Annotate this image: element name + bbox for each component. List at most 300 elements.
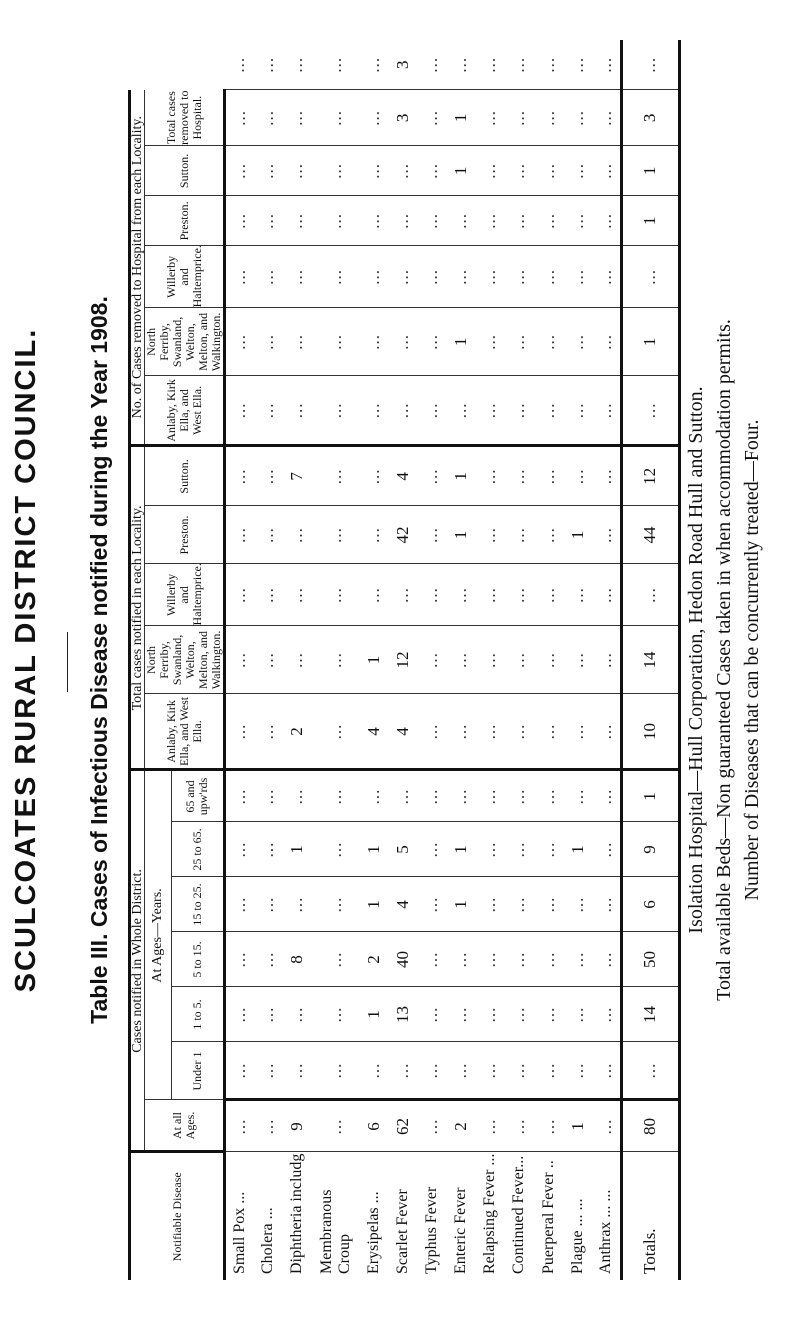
table-cell: ... xyxy=(505,40,534,90)
table-cell: ... xyxy=(476,822,505,877)
col-locality-anlaby: Anlaby, Kirk Ella, and West Ella. xyxy=(145,694,225,770)
page-title: SCULCOATES RURAL DISTRICT COUNCIL. xyxy=(10,327,42,993)
table-cell: ... xyxy=(418,564,447,626)
table-cell: 9 xyxy=(283,1100,312,1152)
table-cell: ... xyxy=(592,626,621,694)
table-row xyxy=(388,40,417,1280)
group-locality: Total cases notified in each Locality. xyxy=(130,446,145,770)
col-removed-willerby: Willerby and Haltemprice. xyxy=(145,246,225,308)
table-cell: ... xyxy=(225,1100,254,1152)
table-cell: ... xyxy=(563,987,592,1042)
table-cell: ... xyxy=(534,822,563,877)
disease-name: Plague ... ... xyxy=(568,1198,586,1274)
table-cell: ... xyxy=(418,1042,447,1100)
col-age-5-to-15: 5 to 15. xyxy=(171,932,224,987)
table-row xyxy=(283,40,312,1280)
table-cell: ... xyxy=(312,246,360,308)
table-cell: ... xyxy=(359,196,388,246)
col-at-all-ages: At all Ages. xyxy=(145,1100,225,1152)
table-cell: ... xyxy=(534,40,563,90)
col-age-65-upwards: 65 and upw'rds xyxy=(171,770,224,822)
table-cell: ... xyxy=(418,506,447,564)
table-cell: ... xyxy=(476,196,505,246)
table-cell: ... xyxy=(476,932,505,987)
table-cell: ... xyxy=(534,987,563,1042)
table-cell: ... xyxy=(359,376,388,446)
table-cell: ... xyxy=(534,877,563,932)
table-cell: ... xyxy=(592,1100,621,1152)
table-cell: ... xyxy=(254,308,283,376)
table-cell: 3 xyxy=(388,40,417,90)
table-cell: ... xyxy=(254,822,283,877)
table-cell: ... xyxy=(534,1042,563,1100)
table-cell: ... xyxy=(476,564,505,626)
totals-cell: 1 xyxy=(621,308,679,376)
table-cell: ... xyxy=(225,146,254,196)
table-cell: ... xyxy=(534,196,563,246)
table-cell: ... xyxy=(388,246,417,308)
table-cell: ... xyxy=(254,770,283,822)
table-cell: ... xyxy=(592,564,621,626)
table-cell: ... xyxy=(388,308,417,376)
table-cell: ... xyxy=(312,987,360,1042)
table-cell: ... xyxy=(418,446,447,506)
table-cell: 1 xyxy=(447,446,476,506)
table-cell: 8 xyxy=(283,932,312,987)
table-cell: ... xyxy=(447,987,476,1042)
table-cell: ... xyxy=(418,40,447,90)
table-cell: ... xyxy=(312,90,360,146)
table-row xyxy=(534,40,563,1280)
table-cell: ... xyxy=(447,694,476,770)
table-cell: ... xyxy=(563,308,592,376)
table-cell: ... xyxy=(534,376,563,446)
note-available-beds: Total available Beds—Non guaranteed Cases taken in when accommodation permits. xyxy=(713,319,735,1001)
table-cell: 13 xyxy=(388,987,417,1042)
table-cell: ... xyxy=(505,196,534,246)
table-cell: ... xyxy=(283,877,312,932)
table-cell: ... xyxy=(312,626,360,694)
table-cell: ... xyxy=(534,694,563,770)
table-cell: ... xyxy=(534,308,563,376)
table-cell: ... xyxy=(476,40,505,90)
table-cell: ... xyxy=(534,932,563,987)
table-cell: ... xyxy=(476,694,505,770)
table-cell: 2 xyxy=(447,1100,476,1152)
table-cell: 40 xyxy=(388,932,417,987)
table-cell: ... xyxy=(254,506,283,564)
table-cell: ... xyxy=(254,626,283,694)
table-cell: ... xyxy=(418,877,447,932)
table-cell: 12 xyxy=(388,626,417,694)
table-cell: ... xyxy=(563,246,592,308)
table-row xyxy=(359,40,388,1280)
table-cell: ... xyxy=(534,506,563,564)
table-cell: ... xyxy=(254,564,283,626)
table-cell: ... xyxy=(563,196,592,246)
table-cell: ... xyxy=(388,196,417,246)
table-cell: ... xyxy=(388,770,417,822)
table-cell: ... xyxy=(283,40,312,90)
totals-cell: 14 xyxy=(621,987,679,1042)
table-cell: ... xyxy=(418,822,447,877)
table-cell: ... xyxy=(476,376,505,446)
disease-name: Erysipelas ... xyxy=(364,1191,382,1274)
table-cell: ... xyxy=(447,932,476,987)
table-cell: 62 xyxy=(388,1100,417,1152)
table-cell: 1 xyxy=(447,146,476,196)
table-cell: ... xyxy=(312,564,360,626)
table-row xyxy=(418,40,447,1280)
table-cell: ... xyxy=(254,146,283,196)
table-cell: ... xyxy=(225,987,254,1042)
table-cell: ... xyxy=(418,146,447,196)
table-cell: ... xyxy=(563,446,592,506)
table-cell: ... xyxy=(505,1100,534,1152)
disease-name: Enteric Fever xyxy=(452,1187,470,1274)
table-cell: ... xyxy=(283,564,312,626)
table-cell: 5 xyxy=(388,822,417,877)
col-locality-north-ferriby: North Ferriby, Swanland, Welton, Melton, and Walkington. xyxy=(145,626,225,694)
table-cell: ... xyxy=(312,694,360,770)
table-cell: ... xyxy=(505,308,534,376)
totals-cell: 3 xyxy=(621,90,679,146)
table-caption: Table III. Cases of Infectious Disease notified during the Year 1908. xyxy=(86,296,112,1024)
table-cell: ... xyxy=(225,564,254,626)
table-cell: ... xyxy=(505,932,534,987)
table-cell: ... xyxy=(447,246,476,308)
table-cell: ... xyxy=(505,626,534,694)
table-cell: ... xyxy=(283,90,312,146)
table-cell: ... xyxy=(283,146,312,196)
table-cell: ... xyxy=(254,196,283,246)
table-cell: ... xyxy=(592,770,621,822)
col-removed-north-ferriby: North Ferriby, Swanland, Welton, Melton, and Walkington. xyxy=(145,308,225,376)
table-cell: ... xyxy=(254,446,283,506)
table-cell: ... xyxy=(563,90,592,146)
table-cell: ... xyxy=(254,1042,283,1100)
table-cell: ... xyxy=(418,932,447,987)
table-cell: ... xyxy=(592,246,621,308)
col-locality-sutton: Sutton. xyxy=(145,446,225,506)
table-cell: ... xyxy=(225,446,254,506)
divider xyxy=(67,632,68,692)
totals-cell: ... xyxy=(621,564,679,626)
table-cell: ... xyxy=(447,1042,476,1100)
group-removed: No. of Cases removed to Hospital from each Locality. xyxy=(130,90,145,446)
col-locality-preston: Preston. xyxy=(145,506,225,564)
table-cell: ... xyxy=(359,90,388,146)
table-cell: ... xyxy=(505,1042,534,1100)
disease-name: Anthrax ... ... xyxy=(596,1189,614,1274)
table-cell: ... xyxy=(505,694,534,770)
table-cell: ... xyxy=(505,564,534,626)
table-cell: ... xyxy=(254,376,283,446)
table-cell: ... xyxy=(534,90,563,146)
table-body xyxy=(225,40,680,1280)
totals-cell: 14 xyxy=(621,626,679,694)
table-cell: ... xyxy=(418,770,447,822)
table-cell: ... xyxy=(254,90,283,146)
table-row xyxy=(254,40,283,1280)
totals-cell: 9 xyxy=(621,822,679,877)
table-cell: ... xyxy=(359,446,388,506)
table-cell: 1 xyxy=(447,877,476,932)
totals-cell: ... xyxy=(621,376,679,446)
table-cell: ... xyxy=(254,1100,283,1152)
table-cell: ... xyxy=(225,932,254,987)
table-cell: ... xyxy=(592,932,621,987)
table-cell: 1 xyxy=(447,506,476,564)
table-cell: ... xyxy=(254,877,283,932)
table-cell: ... xyxy=(225,770,254,822)
table-cell: ... xyxy=(359,506,388,564)
table-cell: ... xyxy=(534,1100,563,1152)
table-cell: ... xyxy=(418,308,447,376)
table-cell: ... xyxy=(563,376,592,446)
table-cell: ... xyxy=(592,308,621,376)
totals-cell: 1 xyxy=(621,770,679,822)
note-isolation-hospital: Isolation Hospital—Hull Corporation, Hedon Road Hull and Sutton. xyxy=(685,386,707,934)
table-row xyxy=(563,40,592,1280)
table-cell: ... xyxy=(592,376,621,446)
table-cell: 1 xyxy=(447,90,476,146)
totals-cell: ... xyxy=(621,40,679,90)
table-cell: ... xyxy=(283,308,312,376)
disease-name: Continued Fever... xyxy=(510,1155,528,1274)
col-removed-anlaby: Anlaby, Kirk Ella, and West Ella. xyxy=(145,376,225,446)
table-cell: ... xyxy=(534,564,563,626)
table-cell: 1 xyxy=(447,308,476,376)
totals-cell: 50 xyxy=(621,932,679,987)
table-cell: ... xyxy=(592,506,621,564)
table-cell: ... xyxy=(563,40,592,90)
table-cell: ... xyxy=(476,446,505,506)
table-cell: ... xyxy=(447,626,476,694)
totals-cell: 80 xyxy=(621,1100,679,1152)
table-cell: 1 xyxy=(359,626,388,694)
table-cell: ... xyxy=(563,694,592,770)
table-cell: ... xyxy=(418,626,447,694)
disease-name: Cholera ... xyxy=(259,1207,277,1274)
totals-cell: 10 xyxy=(621,694,679,770)
table-cell: ... xyxy=(312,196,360,246)
totals-cell: 12 xyxy=(621,446,679,506)
table-cell: 2 xyxy=(283,694,312,770)
table-cell: ... xyxy=(283,770,312,822)
table-cell: ... xyxy=(359,1042,388,1100)
col-removed-preston: Preston. xyxy=(145,196,225,246)
table-cell: ... xyxy=(447,564,476,626)
table-cell: ... xyxy=(476,246,505,308)
table-cell: ... xyxy=(312,932,360,987)
disease-name: Typhus Fever xyxy=(423,1186,441,1274)
table-cell: ... xyxy=(534,626,563,694)
table-cell: ... xyxy=(505,246,534,308)
table-cell: ... xyxy=(563,1042,592,1100)
table-cell: ... xyxy=(505,770,534,822)
table-cell: ... xyxy=(447,196,476,246)
table-cell: ... xyxy=(283,506,312,564)
table-row xyxy=(592,40,621,1280)
table-cell: ... xyxy=(592,877,621,932)
table-cell: ... xyxy=(592,90,621,146)
group-ages: Cases notified in Whole District. xyxy=(130,770,145,1152)
table-cell: ... xyxy=(505,987,534,1042)
disease-name: Small Pox ... xyxy=(230,1191,248,1274)
col-age-25-to-65: 25 to 65. xyxy=(171,822,224,877)
table-cell: ... xyxy=(254,932,283,987)
table-cell: 1 xyxy=(359,877,388,932)
table-cell: ... xyxy=(447,376,476,446)
table-row xyxy=(447,40,476,1280)
table-cell: ... xyxy=(225,246,254,308)
table-cell: ... xyxy=(476,90,505,146)
col-age-1-to-5: 1 to 5. xyxy=(171,987,224,1042)
table-row xyxy=(312,40,360,1280)
table-cell: ... xyxy=(505,446,534,506)
table-cell: ... xyxy=(388,564,417,626)
table-cell: 4 xyxy=(388,694,417,770)
table-cell: ... xyxy=(505,877,534,932)
table-cell: ... xyxy=(592,1042,621,1100)
table-cell: ... xyxy=(359,146,388,196)
totals-cell: 6 xyxy=(621,877,679,932)
table-cell: 4 xyxy=(359,694,388,770)
table-cell: 3 xyxy=(388,90,417,146)
table-cell: ... xyxy=(225,1042,254,1100)
table-cell: 1 xyxy=(283,822,312,877)
disease-table xyxy=(128,40,681,1280)
table-cell: ... xyxy=(225,626,254,694)
table-cell: ... xyxy=(312,822,360,877)
table-cell: ... xyxy=(447,770,476,822)
totals-cell: 1 xyxy=(621,196,679,246)
table-cell: ... xyxy=(225,877,254,932)
table-cell: ... xyxy=(534,146,563,196)
table-cell: 4 xyxy=(388,877,417,932)
table-cell: ... xyxy=(388,376,417,446)
table-cell: ... xyxy=(592,446,621,506)
totals-row xyxy=(621,40,679,1280)
table-cell: ... xyxy=(476,770,505,822)
disease-name: Scarlet Fever xyxy=(394,1189,412,1274)
disease-name: Diphtheria includg xyxy=(288,1153,306,1274)
table-cell: ... xyxy=(359,308,388,376)
disease-name: Membranous Croup xyxy=(317,1189,353,1274)
table-cell: ... xyxy=(534,770,563,822)
table-cell: ... xyxy=(283,626,312,694)
table-cell: ... xyxy=(563,770,592,822)
table-cell: 7 xyxy=(283,446,312,506)
table-cell: 1 xyxy=(359,822,388,877)
table-cell: ... xyxy=(283,246,312,308)
table-cell: ... xyxy=(418,90,447,146)
table-row xyxy=(505,40,534,1280)
table-cell: ... xyxy=(254,40,283,90)
table-cell: ... xyxy=(476,1100,505,1152)
table-cell: ... xyxy=(476,987,505,1042)
table-cell: ... xyxy=(225,308,254,376)
table-cell: ... xyxy=(418,694,447,770)
table-cell: ... xyxy=(534,246,563,308)
totals-cell: ... xyxy=(621,1042,679,1100)
table-cell: ... xyxy=(447,40,476,90)
table-cell: ... xyxy=(592,146,621,196)
table-cell: ... xyxy=(505,146,534,196)
header-row-1 xyxy=(130,40,145,1280)
table-cell: ... xyxy=(563,564,592,626)
col-disease: Notifiable Disease xyxy=(130,1152,225,1280)
table-cell: ... xyxy=(418,376,447,446)
table-cell: ... xyxy=(505,822,534,877)
table-cell: ... xyxy=(283,987,312,1042)
table-cell: 1 xyxy=(447,822,476,877)
table-cell: ... xyxy=(563,146,592,196)
table-cell: ... xyxy=(563,932,592,987)
table-cell: ... xyxy=(312,308,360,376)
table-cell: ... xyxy=(359,564,388,626)
table-cell: ... xyxy=(418,987,447,1042)
table-cell: ... xyxy=(312,506,360,564)
table-cell: ... xyxy=(225,40,254,90)
col-removed-sutton: Sutton. xyxy=(145,146,225,196)
col-age-15-to-25: 15 to 25. xyxy=(171,877,224,932)
table-cell: ... xyxy=(388,1042,417,1100)
table-cell: ... xyxy=(225,506,254,564)
table-cell: ... xyxy=(225,90,254,146)
col-age-under-1: Under 1 xyxy=(171,1042,224,1100)
table-cell: ... xyxy=(563,877,592,932)
totals-cell: 44 xyxy=(621,506,679,564)
table-cell: ... xyxy=(418,246,447,308)
table-cell: ... xyxy=(283,376,312,446)
table-cell: ... xyxy=(418,196,447,246)
totals-cell: 1 xyxy=(621,146,679,196)
table-cell: ... xyxy=(312,1042,360,1100)
table-cell: ... xyxy=(476,506,505,564)
table-cell: ... xyxy=(592,987,621,1042)
table-cell: ... xyxy=(388,146,417,196)
table-cell: ... xyxy=(312,146,360,196)
table-cell: 42 xyxy=(388,506,417,564)
table-cell: ... xyxy=(563,626,592,694)
table-cell: 1 xyxy=(563,822,592,877)
table-cell: ... xyxy=(225,196,254,246)
table-cell: ... xyxy=(592,822,621,877)
disease-name: Puerperal Fever .. xyxy=(539,1160,557,1274)
table-cell: ... xyxy=(359,40,388,90)
table-cell: ... xyxy=(283,1042,312,1100)
col-locality-willerby: Willerby and Haltemprice. xyxy=(145,564,225,626)
table-cell: 1 xyxy=(563,506,592,564)
table-cell: ... xyxy=(359,246,388,308)
table-cell: ... xyxy=(476,308,505,376)
table-cell: ... xyxy=(534,446,563,506)
table-row xyxy=(225,40,254,1280)
note-concurrent-diseases: Number of Diseases that can be concurrently treated—Four. xyxy=(741,419,763,901)
table-cell: ... xyxy=(312,1100,360,1152)
table-cell: ... xyxy=(225,376,254,446)
totals-label: Totals. xyxy=(621,1152,679,1280)
table-cell: 1 xyxy=(359,987,388,1042)
table-cell: ... xyxy=(312,446,360,506)
table-cell: ... xyxy=(505,506,534,564)
table-cell: 4 xyxy=(388,446,417,506)
table-cell: ... xyxy=(254,246,283,308)
table-cell: ... xyxy=(312,376,360,446)
table-cell: ... xyxy=(225,694,254,770)
